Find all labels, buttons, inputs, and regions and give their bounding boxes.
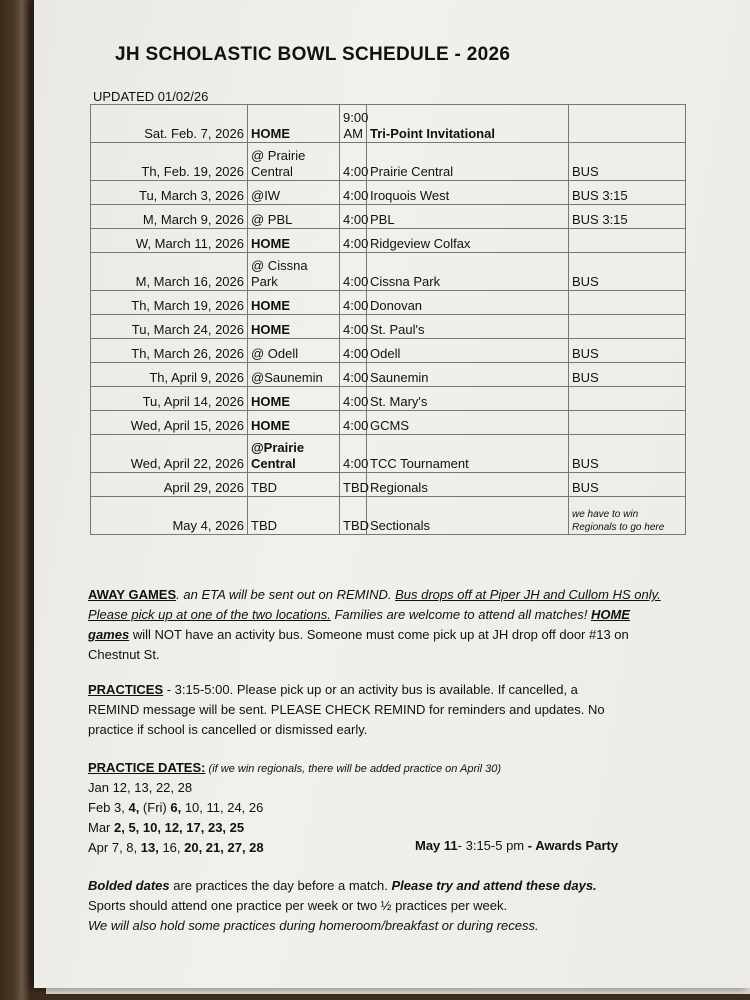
cell-time: 4:00 bbox=[340, 291, 367, 315]
cell-opp: Odell bbox=[367, 339, 569, 363]
cell-date: Wed, April 22, 2026 bbox=[91, 435, 248, 473]
practice-apr: Apr 7, 8, 13, 16, 20, 21, 27, 28 bbox=[88, 840, 264, 855]
cell-loc: @ Prairie Central bbox=[248, 143, 340, 181]
cell-time: TBD bbox=[340, 497, 367, 535]
practice-feb: Feb 3, 4, (Fri) 6, 10, 11, 24, 26 bbox=[88, 800, 264, 815]
cell-loc: @IW bbox=[248, 181, 340, 205]
schedule-row bbox=[91, 339, 686, 363]
cell-note: BUS bbox=[569, 363, 686, 387]
schedule-row bbox=[91, 253, 686, 291]
cell-opp: Regionals bbox=[367, 473, 569, 497]
awards-party: May 11- 3:15-5 pm - Awards Party bbox=[415, 838, 619, 853]
cell-time: 4:00 bbox=[340, 339, 367, 363]
cell-loc: HOME bbox=[248, 105, 340, 143]
cell-loc: HOME bbox=[248, 411, 340, 435]
cell-date: M, March 16, 2026 bbox=[91, 253, 248, 291]
schedule-row bbox=[91, 291, 686, 315]
cell-note bbox=[569, 291, 686, 315]
cell-note: BUS bbox=[569, 435, 686, 473]
cell-opp: St. Paul's bbox=[367, 315, 569, 339]
cell-time: 4:00 bbox=[340, 181, 367, 205]
cell-loc: @ Odell bbox=[248, 339, 340, 363]
cell-loc: TBD bbox=[248, 473, 340, 497]
practice-dates-note: (if we win regionals, there will be added practice on April 30) bbox=[205, 763, 502, 775]
cell-loc: TBD bbox=[248, 497, 340, 535]
schedule-row bbox=[91, 143, 686, 181]
page-title: JH SCHOLASTIC BOWL SCHEDULE - 2026 bbox=[115, 44, 511, 65]
cell-time: 4:00 bbox=[340, 315, 367, 339]
cell-loc: HOME bbox=[248, 315, 340, 339]
cell-date: M, March 9, 2026 bbox=[91, 205, 248, 229]
schedule-row bbox=[91, 497, 686, 535]
cell-loc: HOME bbox=[248, 229, 340, 253]
cell-loc: @Saunemin bbox=[248, 363, 340, 387]
cell-loc: HOME bbox=[248, 291, 340, 315]
families-text: Families are welcome to attend all matches! bbox=[330, 607, 588, 622]
cell-date: Tu, April 14, 2026 bbox=[91, 387, 248, 411]
cell-date: Th, April 9, 2026 bbox=[91, 363, 248, 387]
cell-opp: TCC Tournament bbox=[367, 435, 569, 473]
cell-opp: Tri-Point Invitational bbox=[367, 105, 569, 143]
updated-date: UPDATED 01/02/26 bbox=[93, 89, 209, 104]
schedule-row bbox=[91, 473, 686, 497]
schedule-row bbox=[91, 315, 686, 339]
cell-loc: @ Cissna Park bbox=[248, 253, 340, 291]
schedule-table bbox=[90, 104, 686, 535]
cell-time: 4:00 bbox=[340, 435, 367, 473]
bolded-dates-text: are practices the day before a match. bbox=[169, 878, 392, 893]
cell-note: BUS bbox=[569, 143, 686, 181]
cell-opp: Prairie Central bbox=[367, 143, 569, 181]
cell-time: 4:00 bbox=[340, 253, 367, 291]
cell-note bbox=[569, 105, 686, 143]
practices-label: PRACTICES bbox=[88, 682, 164, 697]
cell-time: 4:00 bbox=[340, 387, 367, 411]
practices-section bbox=[88, 680, 605, 740]
schedule-row bbox=[91, 181, 686, 205]
cell-note bbox=[569, 315, 686, 339]
cell-opp: Iroquois West bbox=[367, 181, 569, 205]
cell-opp: Donovan bbox=[367, 291, 569, 315]
cell-date: Wed, April 15, 2026 bbox=[91, 411, 248, 435]
cell-note: BUS bbox=[569, 253, 686, 291]
schedule-row bbox=[91, 105, 686, 143]
cell-note: BUS bbox=[569, 473, 686, 497]
practices-line-1: - 3:15-5:00. Please pick up or an activity bus is available. If cancelled, a bbox=[163, 682, 578, 697]
cell-date: Tu, March 24, 2026 bbox=[91, 315, 248, 339]
cell-loc: @ PBL bbox=[248, 205, 340, 229]
cell-opp: PBL bbox=[367, 205, 569, 229]
cell-time: TBD bbox=[340, 473, 367, 497]
cell-time: 4:00 bbox=[340, 205, 367, 229]
cell-note: we have to win Regionals to go here bbox=[569, 497, 686, 535]
practices-line-3: practice if school is cancelled or dismissed early. bbox=[88, 722, 368, 737]
home-games-text: will NOT have an activity bus. Someone must come pick up at JH drop off door #13 on Chestnut St. bbox=[88, 627, 629, 662]
cell-date: Th, March 19, 2026 bbox=[91, 291, 248, 315]
cell-date: May 4, 2026 bbox=[91, 497, 248, 535]
practice-mar: Mar 2, 5, 10, 12, 17, 23, 25 bbox=[88, 820, 245, 835]
cell-time: 4:00 bbox=[340, 143, 367, 181]
schedule-row bbox=[91, 205, 686, 229]
attend-text: Please try and attend these days. bbox=[391, 878, 597, 893]
cell-date: Th, Feb. 19, 2026 bbox=[91, 143, 248, 181]
cell-date: Sat. Feb. 7, 2026 bbox=[91, 105, 248, 143]
cell-date: Tu, March 3, 2026 bbox=[91, 181, 248, 205]
cell-time: 4:00 bbox=[340, 363, 367, 387]
practice-jan: Jan 12, 13, 22, 28 bbox=[88, 780, 193, 795]
schedule-row bbox=[91, 363, 686, 387]
schedule-row bbox=[91, 229, 686, 253]
cell-note bbox=[569, 387, 686, 411]
schedule-row bbox=[91, 411, 686, 435]
cell-opp: St. Mary's bbox=[367, 387, 569, 411]
cell-note bbox=[569, 229, 686, 253]
cell-note: BUS 3:15 bbox=[569, 205, 686, 229]
footer-notes bbox=[88, 876, 597, 936]
bus-dropoff-text: Bus drops off at Piper JH and Cullom HS only. Please pick up at one of the two locations. bbox=[88, 587, 661, 622]
footer-line-2: Sports should attend one practice per week or two ½ practices per week. bbox=[88, 898, 508, 913]
away-games-label: AWAY GAMES bbox=[88, 587, 177, 602]
cell-date: W, March 11, 2026 bbox=[91, 229, 248, 253]
cell-date: April 29, 2026 bbox=[91, 473, 248, 497]
cell-time: 4:00 bbox=[340, 411, 367, 435]
bolded-dates-label: Bolded dates bbox=[88, 878, 170, 893]
cell-loc: @Prairie Central bbox=[248, 435, 340, 473]
away-games-text: an ETA will be sent out on REMIND. bbox=[183, 587, 396, 602]
cell-opp: Ridgeview Colfax bbox=[367, 229, 569, 253]
cell-note: BUS 3:15 bbox=[569, 181, 686, 205]
cell-note bbox=[569, 411, 686, 435]
schedule-row bbox=[91, 387, 686, 411]
cell-time: 4:00 bbox=[340, 229, 367, 253]
cell-loc: HOME bbox=[248, 387, 340, 411]
schedule-row bbox=[91, 435, 686, 473]
cell-opp: Saunemin bbox=[367, 363, 569, 387]
cell-time: 9:00 AM bbox=[340, 105, 367, 143]
cell-opp: Cissna Park bbox=[367, 253, 569, 291]
cell-opp: Sectionals bbox=[367, 497, 569, 535]
cell-opp: GCMS bbox=[367, 411, 569, 435]
cell-date: Th, March 26, 2026 bbox=[91, 339, 248, 363]
home-games-label: HOME games bbox=[88, 607, 630, 642]
away-games-section: AWAY GAMES. an ETA will be sent out on REMIND. Bus drops off at Piper JH and Cullom HS only. Please pick up at one of the two locations. Families are welcome to attend all matches! HOME games will NOT have an activity bus. Someone must come pick up at JH drop off door #13 on Chestnut St. bbox=[88, 587, 661, 662]
practices-line-2: REMIND message will be sent. PLEASE CHECK REMIND for reminders and updates. No bbox=[88, 702, 605, 717]
footer-line-3: We will also hold some practices during homeroom/breakfast or during recess. bbox=[88, 918, 539, 933]
cell-note: BUS bbox=[569, 339, 686, 363]
practice-dates-label: PRACTICE DATES: bbox=[88, 760, 206, 775]
